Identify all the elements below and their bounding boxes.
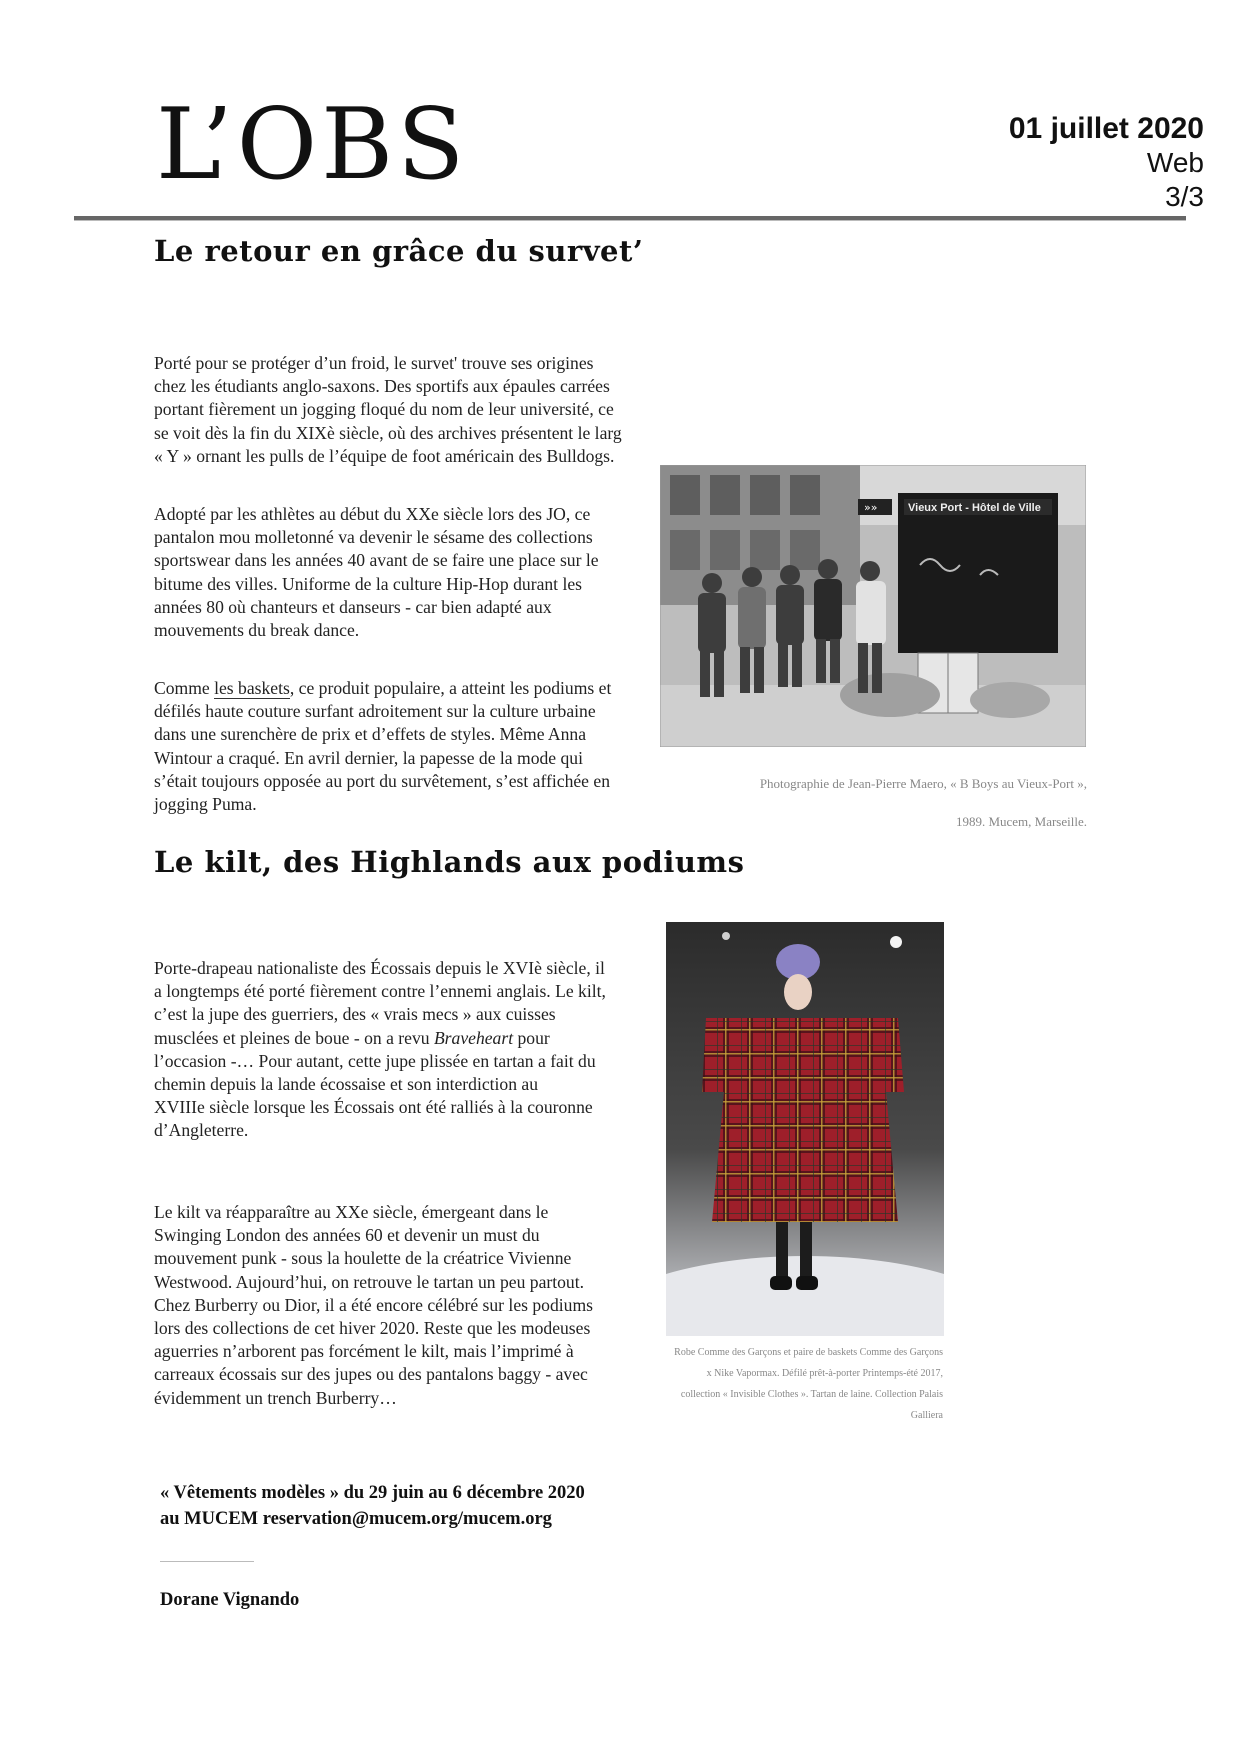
text-line xyxy=(154,1027,606,1050)
exhibition-line: au MUCEM reservation@mucem.org/mucem.org xyxy=(160,1509,552,1529)
text-line: a longtemps été porté fièrement contre l’ennemi anglais. Le kilt, xyxy=(154,981,606,1002)
text-line: mouvement punk - sous la houlette de la créatrice Vivienne xyxy=(154,1248,572,1269)
text-line: carreaux écossais sur des jupes ou des pantalons baggy - avec xyxy=(154,1364,588,1385)
photo-caption-b-boys xyxy=(760,765,1087,841)
text-line: Porte-drapeau nationaliste des Écossais depuis le XVIè siècle, il xyxy=(154,958,605,978)
photo-illustration xyxy=(660,465,1086,747)
exhibition-info xyxy=(160,1480,585,1532)
text-line: se voit dès la fin du XIXè siècle, où des archives présentent le larg xyxy=(154,422,622,443)
text-fragment: , ce produit populaire, a atteint les podiums et xyxy=(289,678,612,698)
text-line: portant fièrement un jogging floqué du nom de leur université, ce xyxy=(154,399,614,420)
caption-line: collection « Invisible Clothes ». Tartan de laine. Collection Palais xyxy=(680,1389,943,1400)
text-line: évidemment un trench Burberry… xyxy=(154,1387,397,1408)
photo-caption-tartan-dress xyxy=(674,1342,943,1426)
baskets-link[interactable]: les baskets xyxy=(214,678,290,698)
text-line: pantalon mou molletonné va devenir le sésame des collections xyxy=(154,527,593,548)
section2-paragraph-1 xyxy=(154,957,606,1143)
text-line: lors des collections de cet hiver 2020. Reste que les modeuses xyxy=(154,1318,591,1339)
text-line: Porté pour se protéger d’un froid, le survet' trouve ses origines xyxy=(154,353,594,373)
header-meta xyxy=(1009,112,1204,214)
exhibition-line: « Vêtements modèles » du 29 juin au 6 décembre 2020 xyxy=(160,1483,585,1503)
author-divider xyxy=(160,1561,254,1562)
text-line: chemin depuis la lande écossaise et son interdiction au xyxy=(154,1074,539,1095)
text-line: aguerries n’arborent pas forcément le kilt, mais l’imprimé à xyxy=(154,1341,574,1362)
section1-paragraph-3 xyxy=(154,677,611,816)
text-line: s’était toujours opposée au port du survêtement, s’est affichée en xyxy=(154,770,610,791)
caption-line: x Nike Vapormax. Défilé prêt-à-porter Printemps-été 2017, xyxy=(706,1368,943,1379)
text-line: XVIIIe siècle lorsque les Écossais ont été ralliés à la couronne xyxy=(154,1097,593,1118)
header-rule-shadow xyxy=(74,220,1186,221)
text-line: sportswear dans les années 40 avant de se faire une place sur le xyxy=(154,550,599,571)
text-line: bitume des villes. Uniforme de la culture Hip-Hop durant les xyxy=(154,573,583,594)
section-title-kilt: Le kilt, des Highlands aux podiums xyxy=(154,845,745,879)
text-line xyxy=(154,677,611,700)
section2-paragraph-2 xyxy=(154,1201,593,1410)
section1-paragraph-2 xyxy=(154,503,599,642)
section-title-survet: Le retour en grâce du survet’ xyxy=(154,234,644,268)
text-line: années 80 où chanteurs et danseurs - car bien adapté aux xyxy=(154,596,552,617)
text-line: jogging Puma. xyxy=(154,794,257,815)
text-line: Swinging London des années 60 et devenir un must du xyxy=(154,1225,540,1246)
text-line: Adopté par les athlètes au début du XXe siècle lors des JO, ce xyxy=(154,504,591,524)
text-line: dans une surenchère de prix et d’effets de styles. Même Anna xyxy=(154,724,587,745)
text-fragment: musclées et pleines de boue - on a revu xyxy=(154,1027,434,1048)
publication-date: 01 juillet 2020 xyxy=(1008,112,1204,145)
author-name: Dorane Vignando xyxy=(160,1590,300,1610)
publication-logo: L’OBS xyxy=(156,88,469,202)
photo-tartan-dress xyxy=(666,922,944,1336)
caption-line: Robe Comme des Garçons et paire de baskets Comme des Garçons xyxy=(674,1347,943,1358)
text-fragment: pour xyxy=(513,1027,550,1048)
section1-paragraph-1 xyxy=(154,352,622,468)
publication-medium: Web xyxy=(1146,147,1204,178)
photo-illustration xyxy=(666,922,944,1336)
text-line: défilés haute couture surfant adroitement sur la culture urbaine xyxy=(154,701,596,722)
text-line: chez les étudiants anglo-saxons. Des sportifs aux épaules carrées xyxy=(154,376,610,397)
text-line: Chez Burberry ou Dior, il a été encore célébré sur les podiums xyxy=(154,1294,593,1315)
text-line: Le kilt va réapparaître au XXe siècle, émergeant dans le xyxy=(154,1202,549,1222)
page-number: 3/3 xyxy=(1165,181,1204,212)
svg-text:»»: »» xyxy=(864,501,878,514)
text-line: Westwood. Aujourd’hui, on retrouve le tartan un peu partout. xyxy=(154,1271,585,1292)
film-title: Braveheart xyxy=(433,1027,514,1048)
text-fragment: Comme xyxy=(154,678,215,698)
text-line: d’Angleterre. xyxy=(154,1120,249,1141)
text-line: « Y » ornant les pulls de l’équipe de foot américain des Bulldogs. xyxy=(154,445,615,466)
caption-line: Photographie de Jean-Pierre Maero, « B Boys au Vieux-Port », xyxy=(759,776,1087,791)
text-line: mouvements du break dance. xyxy=(154,620,360,641)
sign-text: Vieux Port - Hôtel de Ville xyxy=(908,502,1041,514)
photo-b-boys-vieux-port xyxy=(660,465,1086,747)
text-line: l’occasion -… Pour autant, cette jupe plissée en tartan a fait du xyxy=(154,1050,596,1071)
text-line: Wintour a craqué. En avril dernier, la papesse de la mode qui xyxy=(154,747,583,768)
text-line: c’est la jupe des guerriers, des « vrais mecs » aux cuisses xyxy=(154,1004,556,1025)
caption-line: Galliera xyxy=(910,1410,943,1421)
caption-line: 1989. Mucem, Marseille. xyxy=(955,814,1087,829)
